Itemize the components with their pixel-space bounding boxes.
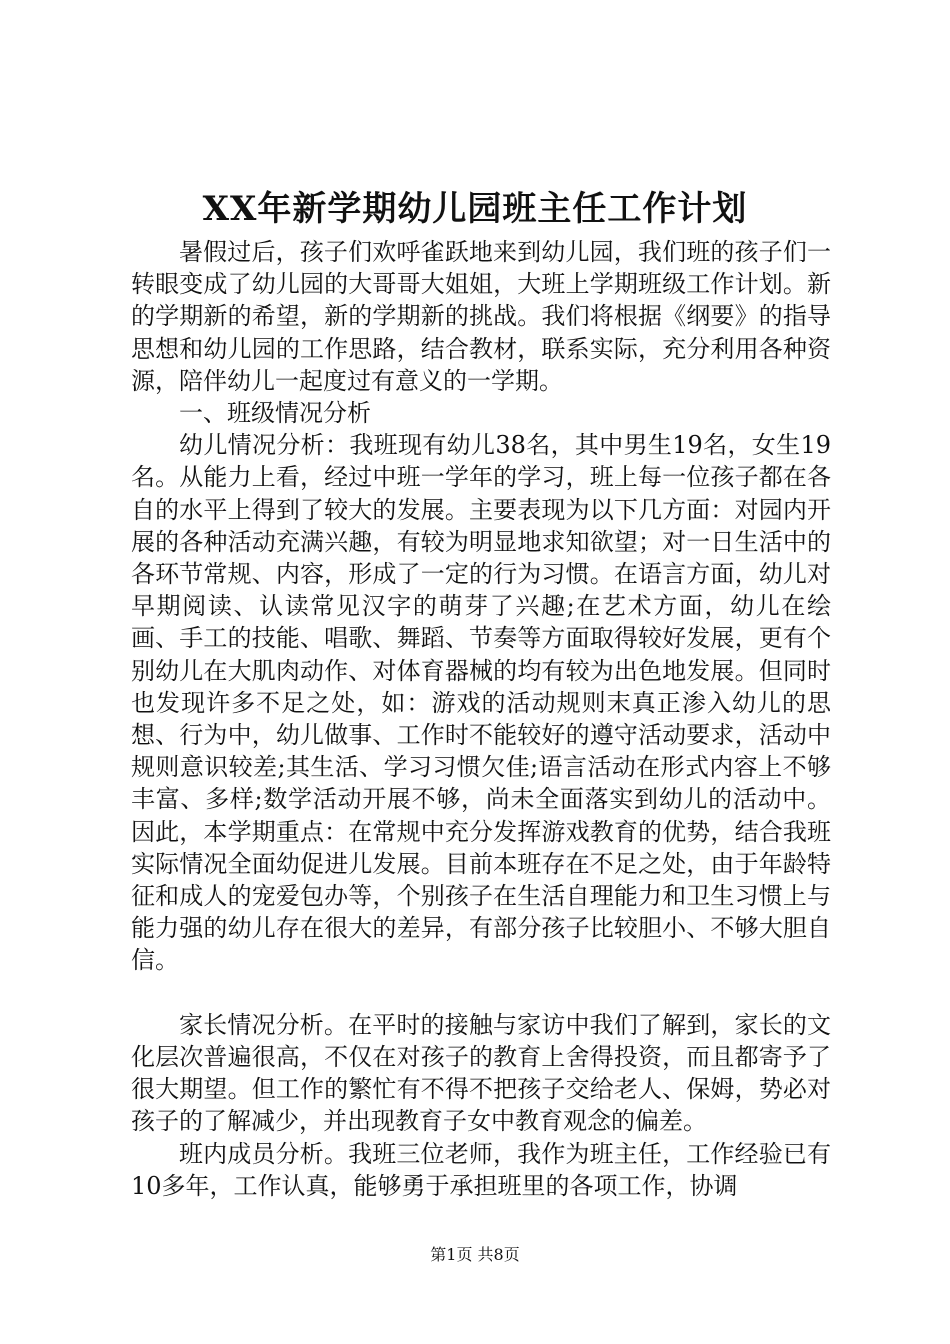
page-footer: 第1页 共8页 <box>430 1245 520 1264</box>
document-title: XX年新学期幼儿园班主任工作计划 <box>202 189 748 229</box>
section-heading-class-analysis: 一、班级情况分析 <box>179 399 371 428</box>
paragraph-parents-analysis: 家长情况分析。在平时的接触与家访中我们了解到，家长的文化层次普遍很高，不仅在对孩子的教育上舍得投资，而且都寄予了很大期望。但工作的繁忙有不得不把孩子交给老人、保姆，势必对孩子的了解减少，并出现教育子女中教育观念的偏差。 <box>131 1010 831 1136</box>
paragraph-children-analysis: 幼儿情况分析：我班现有幼儿38名，其中男生19名，女生19名。从能力上看，经过中班一学年的学习，班上每一位孩子都在各自的水平上得到了较大的发展。主要表现为以下几方面：对园内开展的各种活动充满兴趣，有较为明显地求知欲望；对一日生活中的各环节常规、内容，形成了一定的行为习惯。在语言方面，幼儿对早期阅读、认读常见汉字的萌芽了兴趣;在艺术方面，幼儿在绘画、手工的技能、唱歌、舞蹈、节奏等方面取得较好发展，更有个别幼儿在大肌肉动作、对体育器械的均有较为出色地发展。但同时也发现许多不足之处，如：游戏的活动规则末真正渗入幼儿的思想、行为中，幼儿做事、工作时不能较好的遵守活动要求，活动中规则意识较差;其生活、学习习惯欠佳;语言活动在形式内容上不够丰富、多样;数学活动开展不够，尚未全面落实到幼儿的活动中。因此，本学期重点：在常规中充分发挥游戏教育的优势，结合我班实际情况全面幼促进儿发展。目前本班存在不足之处，由于年龄特征和成人的宠爱包办等，个别孩子在生活自理能力和卫生习惯上与能力强的幼儿存在很大的差异，有部分孩子比较胆小、不够大胆自信。 <box>131 431 831 975</box>
document-body <box>131 236 831 1202</box>
paragraph-staff-analysis: 班内成员分析。我班三位老师，我作为班主任，工作经验已有10多年，工作认真，能够勇于承担班里的各项工作，协调 <box>131 1139 831 1200</box>
paragraph-spacer <box>131 977 831 1009</box>
paragraph-intro: 暑假过后，孩子们欢呼雀跃地来到幼儿园，我们班的孩子们一转眼变成了幼儿园的大哥哥大姐姐，大班上学期班级工作计划。新的学期新的希望，新的学期新的挑战。我们将根据《纲要》的指导思想和幼儿园的工作思路，结合教材，联系实际，充分利用各种资源，陪伴幼儿一起度过有意义的一学期。 <box>131 238 831 395</box>
